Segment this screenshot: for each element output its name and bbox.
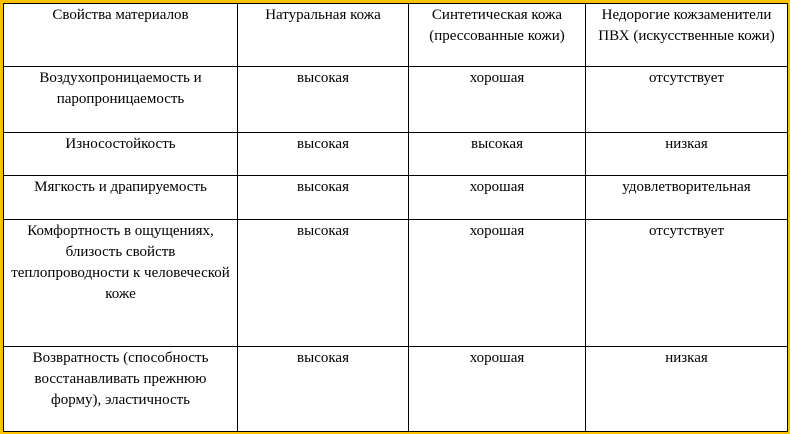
- header-cell-pvc-substitutes: Недорогие кожзаменители ПВХ (искусственные кожи): [586, 4, 788, 67]
- synthetic-value-cell: хорошая: [409, 176, 586, 220]
- synthetic-value-cell: высокая: [409, 133, 586, 176]
- pvc-value-cell: низкая: [586, 133, 788, 176]
- property-cell: Износостойкость: [4, 133, 238, 176]
- natural-value-cell: высокая: [238, 176, 409, 220]
- pvc-value-cell: отсутствует: [586, 220, 788, 347]
- pvc-value-cell: удовлетворительная: [586, 176, 788, 220]
- natural-value-cell: высокая: [238, 67, 409, 133]
- pvc-value-cell: низкая: [586, 347, 788, 432]
- table-row: [4, 220, 788, 347]
- property-cell: Мягкость и драпируемость: [4, 176, 238, 220]
- property-cell: Воздухопроницаемость и паропроницаемость: [4, 67, 238, 133]
- natural-value-cell: высокая: [238, 220, 409, 347]
- synthetic-value-cell: хорошая: [409, 67, 586, 133]
- table-row: [4, 67, 788, 133]
- table-header-row: [4, 4, 788, 67]
- table-row: [4, 133, 788, 176]
- header-cell-properties: Свойства материалов: [4, 4, 238, 67]
- property-cell: Комфортность в ощущениях, близость свойств теплопроводности к человеческой коже: [4, 220, 238, 347]
- pvc-value-cell: отсутствует: [586, 67, 788, 133]
- property-cell: Возвратность (способность восстанавливать прежнюю форму), эластичность: [4, 347, 238, 432]
- properties-table: [3, 3, 788, 432]
- synthetic-value-cell: хорошая: [409, 220, 586, 347]
- natural-value-cell: высокая: [238, 133, 409, 176]
- table-row: [4, 347, 788, 432]
- synthetic-value-cell: хорошая: [409, 347, 586, 432]
- natural-value-cell: высокая: [238, 347, 409, 432]
- header-cell-natural-leather: Натуральная кожа: [238, 4, 409, 67]
- table-row: [4, 176, 788, 220]
- header-cell-synthetic-leather: Синтетическая кожа (прессованные кожи): [409, 4, 586, 67]
